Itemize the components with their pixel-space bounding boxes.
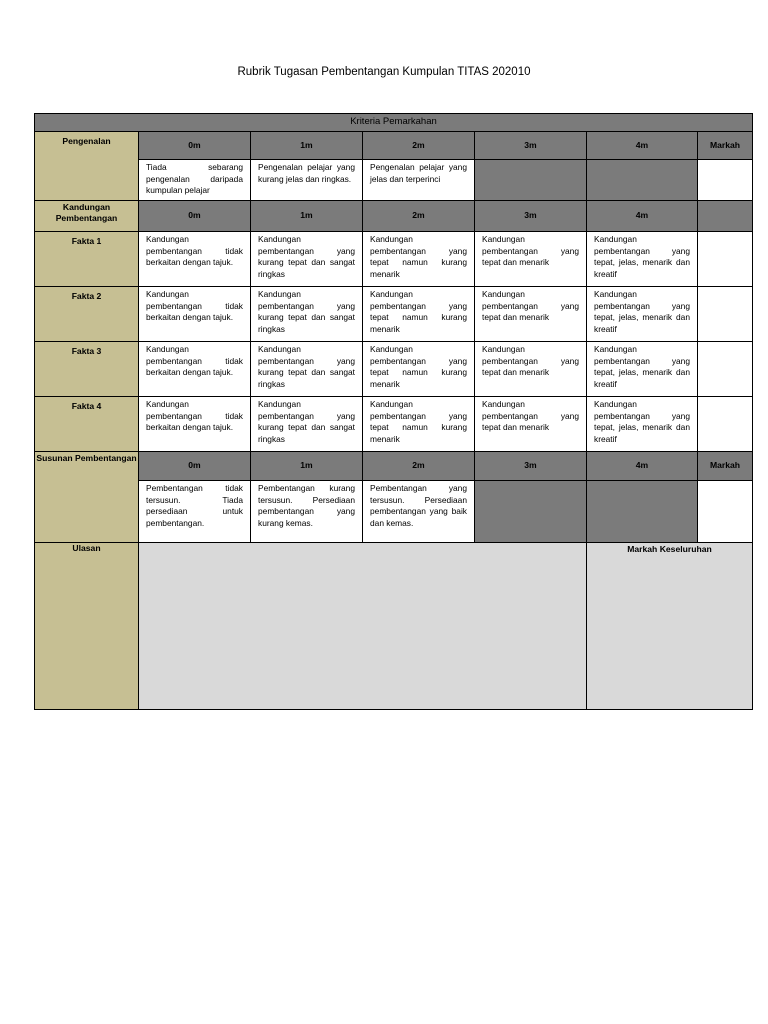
empty-cell	[475, 481, 587, 543]
fakta-label: Fakta 3	[35, 342, 139, 397]
score-header: 0m	[139, 132, 251, 160]
fakta-label: Fakta 2	[35, 287, 139, 342]
fakta-desc: Kandungan pembentangan yang tepat namun kurang menarik	[363, 342, 475, 397]
fakta-label: Fakta 1	[35, 232, 139, 287]
markah-input-cell[interactable]	[698, 397, 753, 452]
pengenalan-label: Pengenalan	[35, 132, 139, 201]
fakta-label: Fakta 4	[35, 397, 139, 452]
markah-keseluruhan-label[interactable]: Markah Keseluruhan	[587, 543, 753, 710]
score-header: 1m	[251, 201, 363, 232]
fakta-desc: Kandungan pembentangan yang tepat, jelas, menarik dan kreatif	[587, 287, 698, 342]
fakta-desc: Kandungan pembentangan yang tepat dan menarik	[475, 232, 587, 287]
score-header: 2m	[363, 132, 475, 160]
document-title: Rubrik Tugasan Pembentangan Kumpulan TITAS 202010	[237, 66, 531, 78]
ulasan-input-area[interactable]	[139, 543, 587, 710]
criteria-header: Kriteria Pemarkahan	[35, 114, 753, 132]
score-header: 0m	[139, 201, 251, 232]
fakta-desc: Kandungan pembentangan yang kurang tepat dan sangat ringkas	[251, 397, 363, 452]
markah-input-cell[interactable]	[698, 232, 753, 287]
empty-cell	[587, 481, 698, 543]
score-header: 4m	[587, 201, 698, 232]
markah-header	[698, 201, 753, 232]
score-header: 2m	[363, 452, 475, 481]
susunan-desc-1m: Pembentangan kurang tersusun. Persediaan pembentangan yang kurang kemas.	[251, 481, 363, 543]
fakta-desc: Kandungan pembentangan yang tepat namun kurang menarik	[363, 232, 475, 287]
pengenalan-desc-2m: Pengenalan pelajar yang jelas dan terperinci	[363, 160, 475, 201]
fakta-desc: Kandungan pembentangan yang tepat namun kurang menarik	[363, 287, 475, 342]
fakta-desc: Kandungan pembentangan tidak berkaitan dengan tajuk.	[139, 342, 251, 397]
score-header: 4m	[587, 132, 698, 160]
markah-input-cell[interactable]	[698, 287, 753, 342]
fakta-desc: Kandungan pembentangan tidak berkaitan dengan tajuk.	[139, 287, 251, 342]
score-header: 0m	[139, 452, 251, 481]
susunan-desc-0m: Pembentangan tidak tersusun. Tiada persediaan untuk pembentangan.	[139, 481, 251, 543]
kandungan-label: Kandungan Pembentangan	[35, 201, 139, 232]
score-header: 3m	[475, 201, 587, 232]
score-header: 4m	[587, 452, 698, 481]
rubric-table	[34, 113, 753, 710]
markah-input-cell[interactable]	[698, 342, 753, 397]
fakta-desc: Kandungan pembentangan yang tepat, jelas, menarik dan kreatif	[587, 232, 698, 287]
ulasan-label: Ulasan	[35, 543, 139, 710]
fakta-desc: Kandungan pembentangan yang tepat, jelas, menarik dan kreatif	[587, 397, 698, 452]
markah-header: Markah	[698, 452, 753, 481]
fakta-desc: Kandungan pembentangan yang kurang tepat dan sangat ringkas	[251, 342, 363, 397]
score-header: 2m	[363, 201, 475, 232]
fakta-desc: Kandungan pembentangan tidak berkaitan dengan tajuk.	[139, 397, 251, 452]
fakta-desc: Kandungan pembentangan yang tepat dan menarik	[475, 342, 587, 397]
score-header: 1m	[251, 452, 363, 481]
fakta-desc: Kandungan pembentangan yang tepat dan menarik	[475, 287, 587, 342]
pengenalan-desc-0m: Tiada sebarang pengenalan daripada kumpulan pelajar	[139, 160, 251, 201]
fakta-desc: Kandungan pembentangan yang tepat namun kurang menarik	[363, 397, 475, 452]
score-header: 1m	[251, 132, 363, 160]
empty-cell	[587, 160, 698, 201]
markah-input-cell[interactable]	[698, 481, 753, 543]
fakta-desc: Kandungan pembentangan yang tepat dan menarik	[475, 397, 587, 452]
markah-header: Markah	[698, 132, 753, 160]
score-header: 3m	[475, 452, 587, 481]
pengenalan-desc-1m: Pengenalan pelajar yang kurang jelas dan ringkas.	[251, 160, 363, 201]
fakta-desc: Kandungan pembentangan yang kurang tepat dan sangat ringkas	[251, 287, 363, 342]
susunan-desc-2m: Pembentangan yang tersusun. Persediaan pembentangan yang baik dan kemas.	[363, 481, 475, 543]
markah-input-cell[interactable]	[698, 160, 753, 201]
fakta-desc: Kandungan pembentangan yang kurang tepat dan sangat ringkas	[251, 232, 363, 287]
fakta-desc: Kandungan pembentangan yang tepat, jelas, menarik dan kreatif	[587, 342, 698, 397]
empty-cell	[475, 160, 587, 201]
score-header: 3m	[475, 132, 587, 160]
susunan-label: Susunan Pembentangan	[35, 452, 139, 543]
fakta-desc: Kandungan pembentangan tidak berkaitan dengan tajuk.	[139, 232, 251, 287]
